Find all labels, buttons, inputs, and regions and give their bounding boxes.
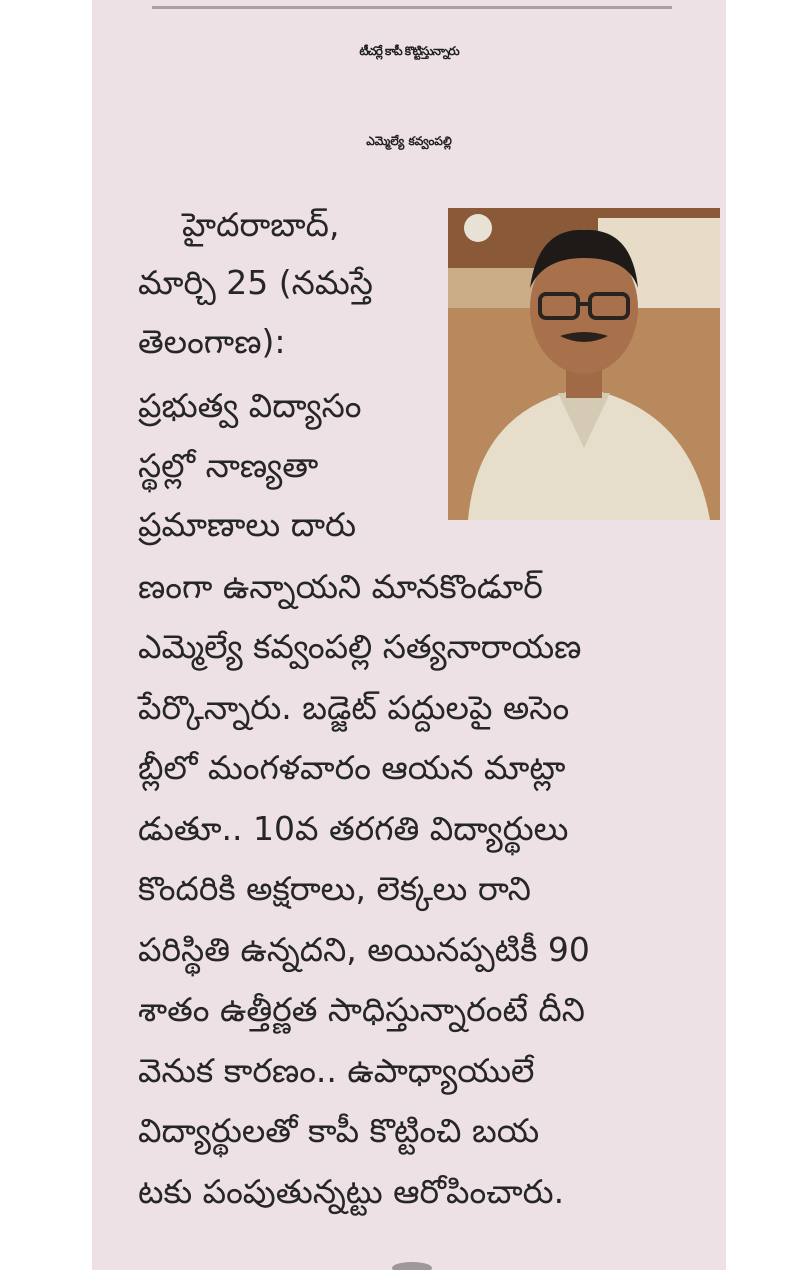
article-byline: ఎమ్మెల్యే కవ్వంపల్లి: [366, 134, 452, 148]
body-line-4: బ్లీలో మంగళవారం ఆయన మాట్లా: [138, 748, 566, 787]
body-line-6: కొందరికి అక్షరాలు, లెక్కలు రాని: [138, 869, 531, 908]
body-line-5: డుతూ.. 10వ తరగతి విద్యార్థులు: [138, 809, 569, 848]
body-line-2: ఎమ్మెల్యే కవ్వంపల్లి సత్యనారాయణ: [138, 627, 582, 666]
portrait-image: [448, 208, 720, 520]
article-headline: టీచర్లే కాపీ కొట్టిస్తున్నారు: [359, 44, 459, 58]
narrow-line-5: స్థల్లో నాణ్యతా: [138, 446, 319, 485]
newspaper-clipping: [92, 0, 726, 1270]
body-line-7: పరిస్థితి ఉన్నదని, అయినప్పటికీ 90: [138, 930, 590, 969]
mla-portrait-photo: [448, 208, 720, 520]
body-line-10: విద్యార్థులతో కాపీ కొట్టించి బయ: [138, 1111, 540, 1150]
cut-off-next-article: [392, 1262, 432, 1270]
cut-off-previous-article: [152, 0, 672, 9]
body-line-3: పేర్కొన్నారు. బడ్జెట్ పద్దులపై అసెం: [138, 688, 570, 727]
body-line-9: వెనుక కారణం.. ఉపాధ్యాయులే: [138, 1051, 535, 1090]
narrow-line-2: మార్చి 25 (నమస్తే: [138, 263, 373, 302]
narrow-line-3: తెలంగాణ):: [138, 322, 286, 361]
body-line-8: శాతం ఉత్తీర్ణత సాధిస్తున్నారంటే దీని: [138, 990, 585, 1029]
body-line-1: ణంగా ఉన్నాయని మానకొండూర్: [138, 567, 543, 606]
narrow-line-4: ప్రభుత్వ విద్యాసం: [138, 386, 362, 425]
body-line-11: టకు పంపుతున్నట్టు ఆరోపించారు.: [138, 1172, 565, 1211]
narrow-line-1: హైదరాబాద్,: [182, 205, 340, 244]
narrow-line-6: ప్రమాణాలు దారు: [138, 505, 357, 544]
